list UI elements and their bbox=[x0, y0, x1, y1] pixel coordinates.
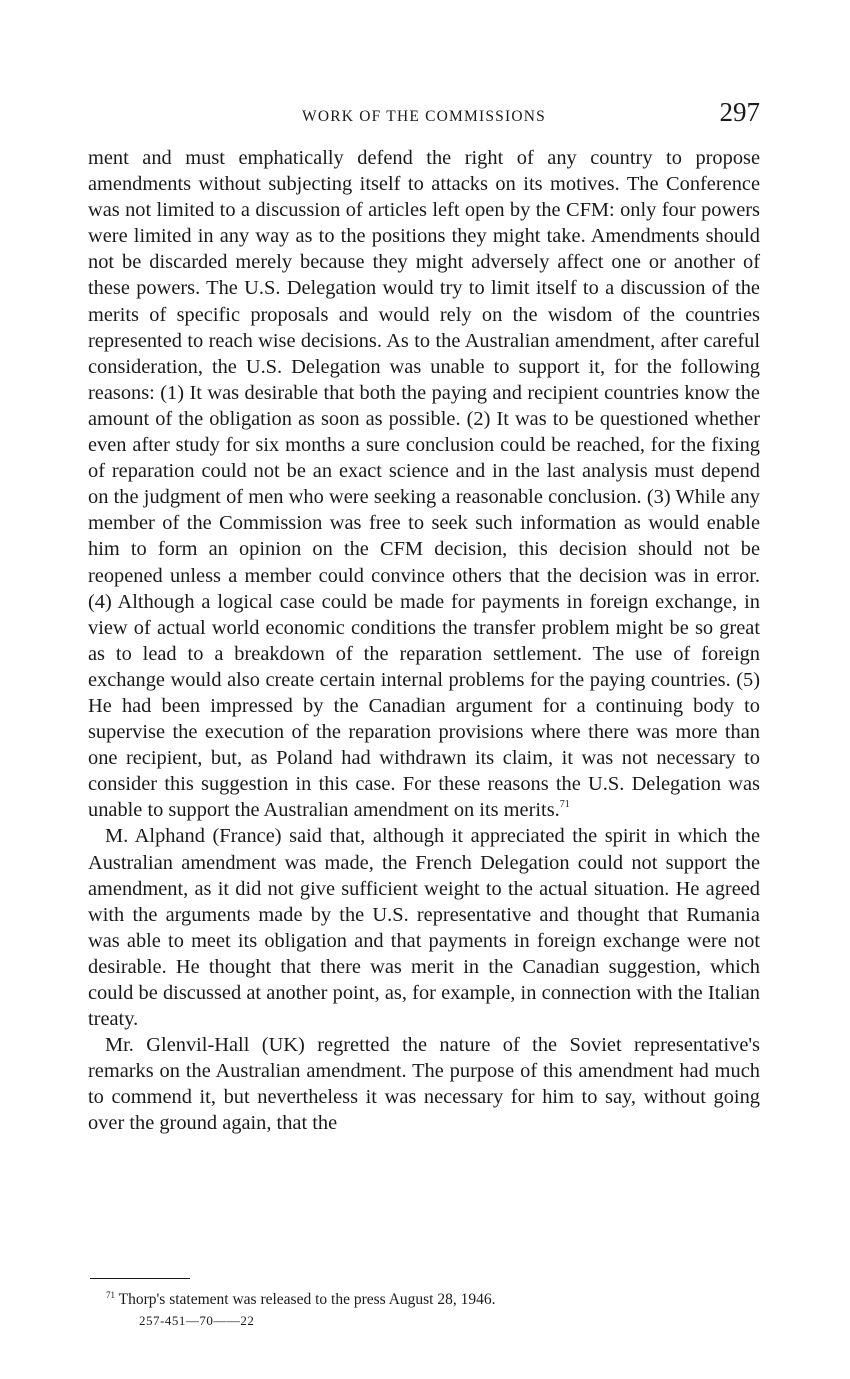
footnote bbox=[106, 1290, 495, 1310]
footnote-text: Thorp's statement was released to the press August 28, 1946. bbox=[118, 1291, 496, 1308]
footnote-reference[interactable]: 71 bbox=[559, 799, 570, 811]
body-text bbox=[88, 145, 760, 1137]
running-title: WORK OF THE COMMISSIONS bbox=[302, 108, 546, 125]
footnote-marker: 71 bbox=[106, 1290, 115, 1300]
page-number: 297 bbox=[719, 97, 760, 127]
paragraph-text: ment and must emphatically defend the right of any country to propose amendments without subjecting itself to attacks on its motives. The Conference was not limited to a discussion of articles left open by the CFM: only four powers were limited in any way as to the positions they might take. Amendments should not be discarded merely because they might adversely affect one or another of these powers. The U.S. Delegation would try to limit itself to a discussion of the merits of specific proposals and would rely on the wisdom of the countries represented to reach wise decisions. As to the Australian amendment, after careful consideration, the U.S. Delegation was unable to support it, for the following reasons: (1) It was desirable that both the paying and recipient countries know the amount of the obligation as soon as possible. (2) It was to be questioned whether even after study for six months a sure conclusion could be reached, for the fixing of reparation could not be an exact science and in the last analysis must depend on the judgment of men who were seeking a reasonable conclusion. (3) While any member of the Commission was free to seek such information as would enable him to form an opinion on the CFM decision, this decision should not be reopened unless a member could convince others that the decision was in error. (4) Although a logical case could be made for payments in foreign exchange, in view of actual world economic conditions the transfer problem might be so great as to lead to a breakdown of the reparation settlement. The use of foreign exchange would also create certain internal problems for the paying countries. (5) He had been impressed by the Canadian argument for a continuing body to supervise the execution of the reparation provisions where there was more than one recipient, but, as Poland had withdrawn its claim, it was not necessary to consider this suggestion in this case. For these reasons the U.S. Delegation was unable to support the Australian amendment on its merits. bbox=[88, 147, 760, 822]
paragraph-us-delegation bbox=[88, 145, 760, 823]
print-code: 257-451—70——22 bbox=[139, 1313, 255, 1328]
page-header bbox=[88, 96, 760, 132]
footnote-divider bbox=[90, 1278, 190, 1279]
paragraph-alphand: M. Alphand (France) said that, although it appreciated the spirit in which the Australian amendment was made, the French Delegation could not support the amendment, as it did not give sufficient weight to the actual situation. He agreed with the arguments made by the U.S. representative and thought that Rumania was able to meet its obligation and that payments in foreign exchange were not desirable. He thought that there was merit in the Canadian suggestion, which could be discussed at another point, as, for example, in connection with the Italian treaty. bbox=[88, 825, 760, 1031]
paragraph-glenvil-hall: Mr. Glenvil-Hall (UK) regretted the nature of the Soviet representative's remarks on the Australian amendment. The purpose of this amendment had much to commend it, but nevertheless it was necessary for him to say, without going over the ground again, that the bbox=[88, 1034, 760, 1135]
